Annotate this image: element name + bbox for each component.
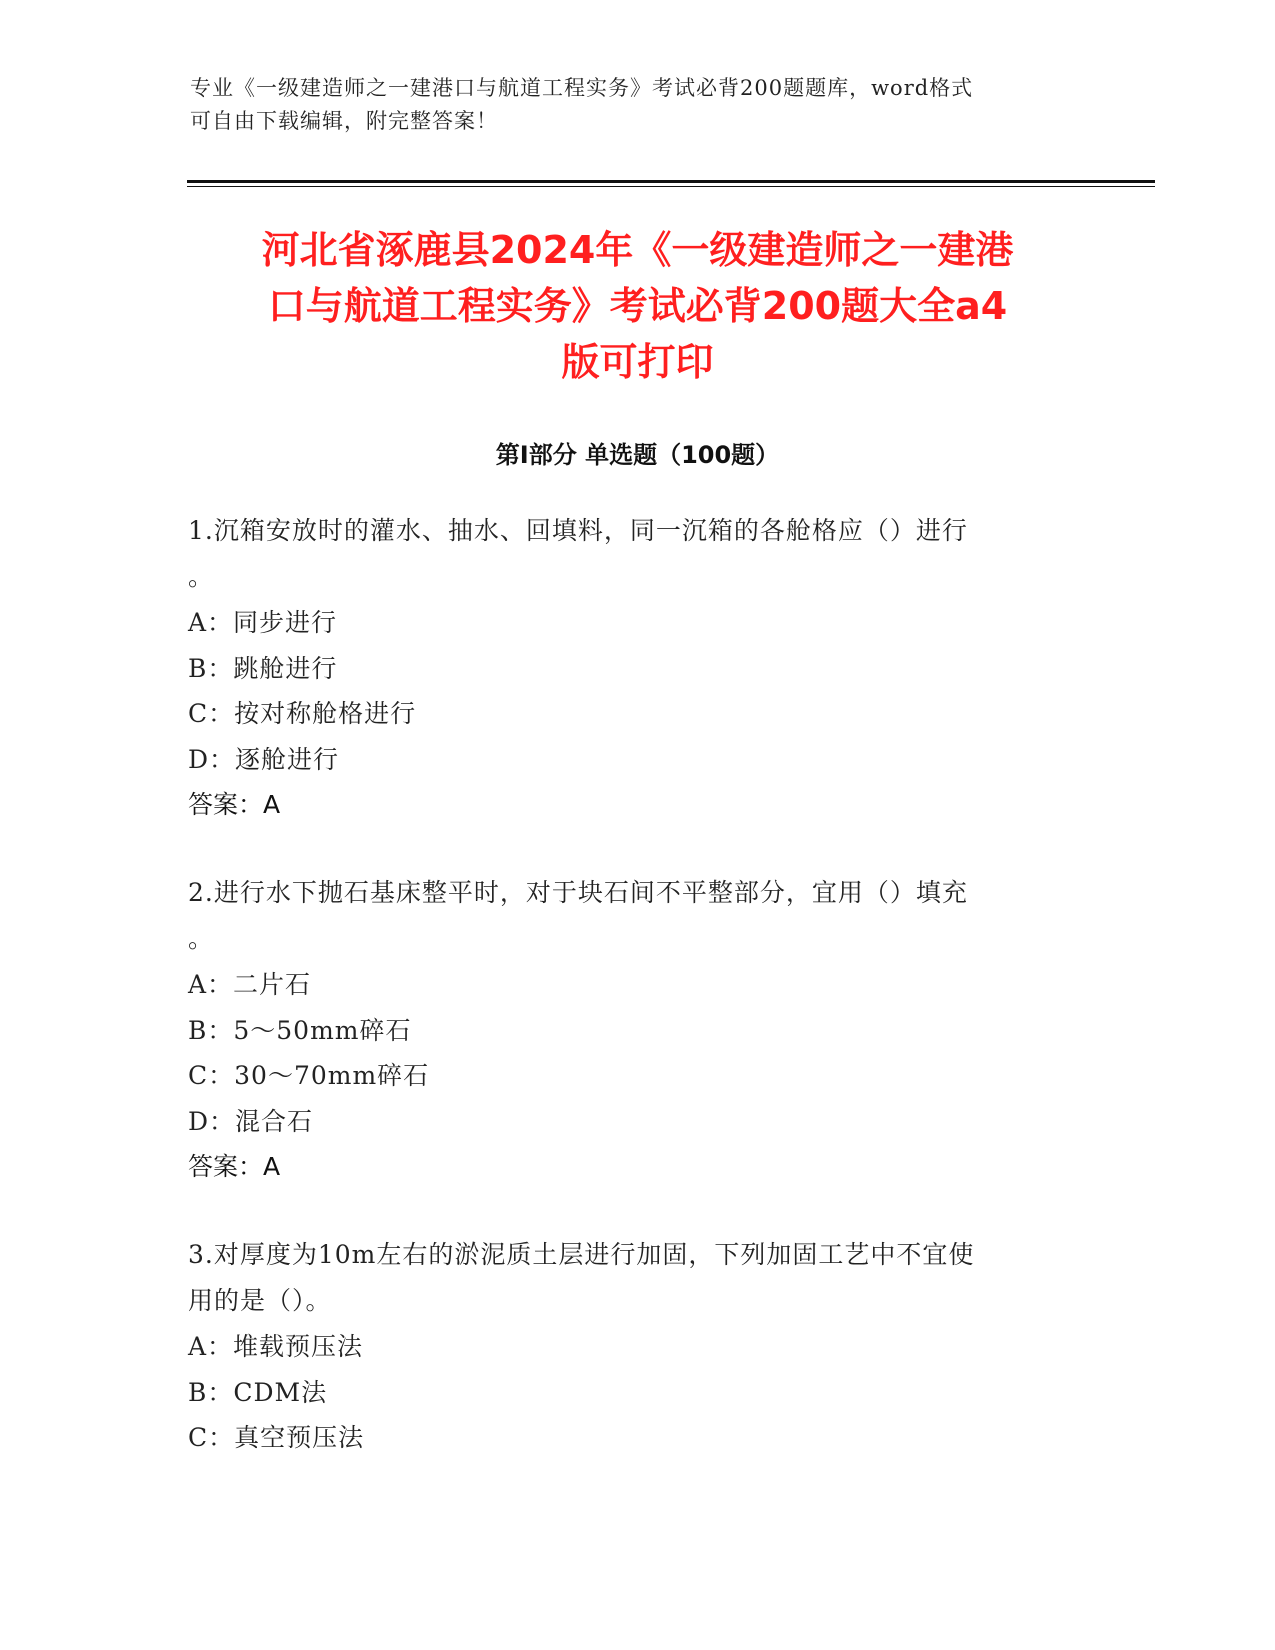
section-title: 第Ⅰ部分 单选题（100题） [495, 441, 780, 469]
question-stem-line-1: 2.进行水下抛石基床整平时，对于块石间不平整部分，宜用（）填充 [188, 878, 968, 907]
answer-line: 答案：A [188, 790, 281, 819]
header-note [190, 72, 1070, 138]
document-title-line-2: 口与航道工程实务》考试必背200题大全a4 [267, 284, 1008, 328]
document-title-line-3: 版可打印 [561, 340, 714, 384]
document-title-line-1: 河北省涿鹿县2024年《一级建造师之一建港 [261, 228, 1014, 272]
question-2 [188, 870, 1068, 1190]
question-stem [188, 508, 1068, 600]
question-stem-line-2: 用的是（）。 [188, 1286, 332, 1315]
answer-line: 答案：A [188, 1152, 281, 1181]
question-stem [188, 1232, 1068, 1324]
document-title [150, 222, 1125, 390]
option-b: B：5～50mm碎石 [188, 1015, 412, 1045]
option-a: A：同步进行 [188, 608, 338, 637]
option-d: D：逐舱进行 [188, 744, 340, 774]
option-c: C：30～70mm碎石 [188, 1061, 430, 1090]
question-stem-line-2: 。 [188, 924, 215, 953]
question-3 [188, 1232, 1068, 1461]
question-1 [188, 508, 1068, 828]
header-note-line-1: 专业《一级建造师之一建港口与航道工程实务》考试必背200题题库，word格式 [190, 76, 974, 100]
header-divider-thick [187, 180, 1155, 183]
option-c: C：按对称舱格进行 [188, 699, 417, 728]
option-c: C：真空预压法 [188, 1423, 365, 1452]
option-b: B：CDM法 [188, 1377, 328, 1407]
header-note-line-2: 可自由下载编辑，附完整答案！ [190, 109, 498, 133]
option-a: A：堆载预压法 [188, 1332, 364, 1361]
question-stem [188, 870, 1068, 962]
question-stem-line-1: 3.对厚度为10m左右的淤泥质土层进行加固，下列加固工艺中不宜使 [188, 1240, 975, 1269]
option-d: D：混合石 [188, 1106, 314, 1136]
option-b: B：跳舱进行 [188, 653, 338, 683]
option-a: A：二片石 [188, 970, 312, 999]
question-stem-line-2: 。 [188, 562, 215, 591]
question-stem-line-1: 1.沉箱安放时的灌水、抽水、回填料，同一沉箱的各舱格应（）进行 [188, 516, 968, 545]
header-divider-thin [187, 186, 1155, 187]
